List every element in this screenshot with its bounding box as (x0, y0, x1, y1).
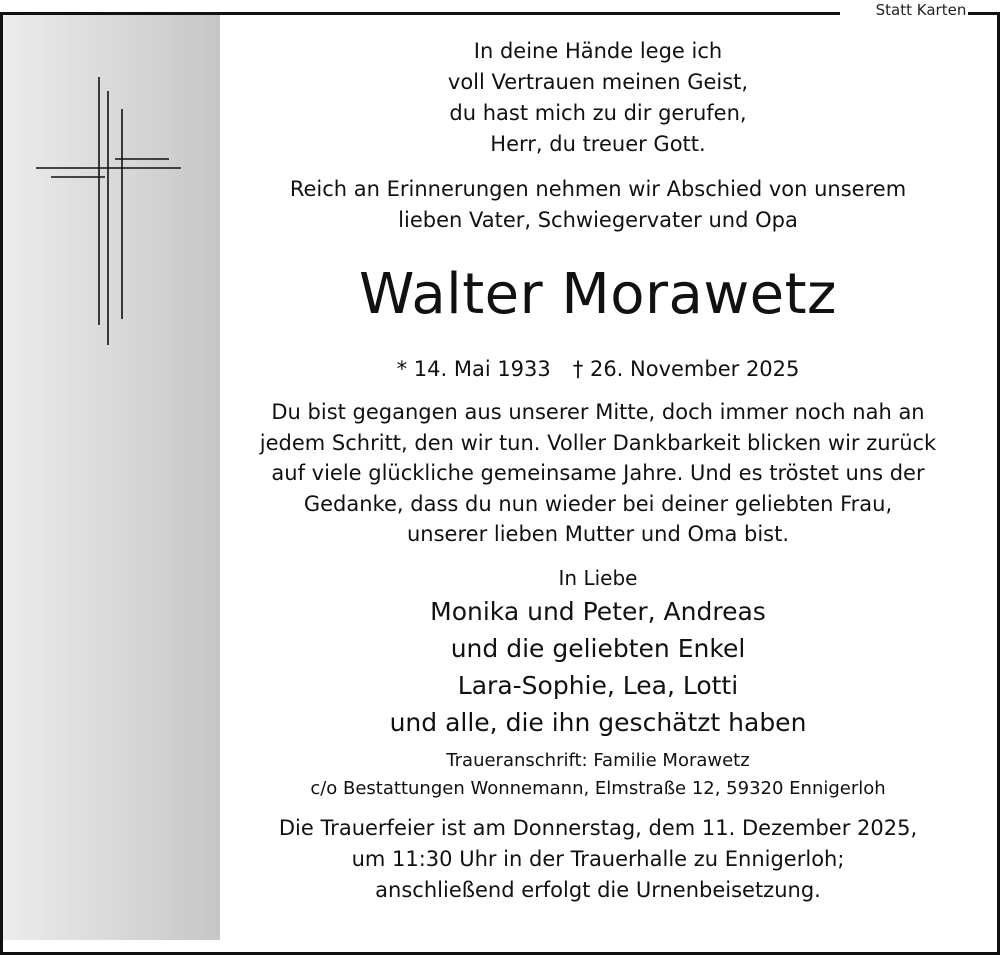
message-line: Du bist gegangen aus unserer Mitte, doch immer noch nah an (271, 400, 925, 424)
funeral-line: anschließend erfolgt die Urnenbeisetzung. (375, 877, 821, 902)
statt-karten-label: Statt Karten (875, 1, 967, 19)
funeral-line: Die Trauerfeier ist am Donnerstag, dem 11. Dezember 2025, (278, 815, 918, 840)
cross-icon (33, 77, 183, 347)
message-line: auf viele glückliche gemeinsame Jahre. Und es tröstet uns der (271, 461, 925, 485)
message-line: Gedanke, dass du nun wieder bei deiner geliebten Frau, (303, 491, 893, 516)
signoff: In Liebe (558, 565, 638, 590)
message-line: unserer lieben Mutter und Oma bist. (407, 522, 789, 546)
death-date: † 26. November 2025 (572, 357, 800, 381)
psalm-verse (226, 36, 970, 160)
intro-text (226, 174, 970, 236)
memorial-message (226, 397, 970, 550)
address-line: c/o Bestattungen Wonnemann, Elmstraße 12, 59320 Ennigerloh (310, 777, 886, 799)
message-line: jedem Schritt, den wir tun. Voller Dankbarkeit blicken wir zurück (259, 430, 937, 455)
psalm-line: Herr, du treuer Gott. (490, 132, 706, 156)
psalm-line: voll Vertrauen meinen Geist, (447, 70, 749, 94)
gradient-sidebar (3, 15, 220, 940)
funeral-line: um 11:30 Uhr in der Trauerhalle zu Ennigerloh; (351, 846, 845, 871)
birth-date: * 14. Mai 1933 (396, 357, 551, 381)
intro-line: lieben Vater, Schwiegervater und Opa (398, 208, 798, 232)
deceased-name: Walter Morawetz (359, 262, 837, 327)
frame-top-border-right (968, 12, 1000, 15)
family-names (226, 593, 970, 741)
mourning-address (226, 747, 970, 803)
intro-line: Reich an Erinnerungen nehmen wir Abschied von unserem (289, 177, 907, 201)
family-line: Lara-Sophie, Lea, Lotti (457, 670, 739, 700)
address-line: Traueranschrift: Familie Morawetz (446, 749, 750, 771)
family-line: und alle, die ihn geschätzt haben (389, 707, 807, 737)
psalm-line: du hast mich zu dir gerufen, (449, 101, 747, 125)
life-dates (226, 354, 970, 385)
family-line: und die geliebten Enkel (450, 633, 746, 663)
obituary-content (226, 36, 970, 906)
psalm-line: In deine Hände lege ich (473, 39, 723, 63)
funeral-info (226, 813, 970, 906)
family-line: Monika und Peter, Andreas (430, 596, 766, 626)
